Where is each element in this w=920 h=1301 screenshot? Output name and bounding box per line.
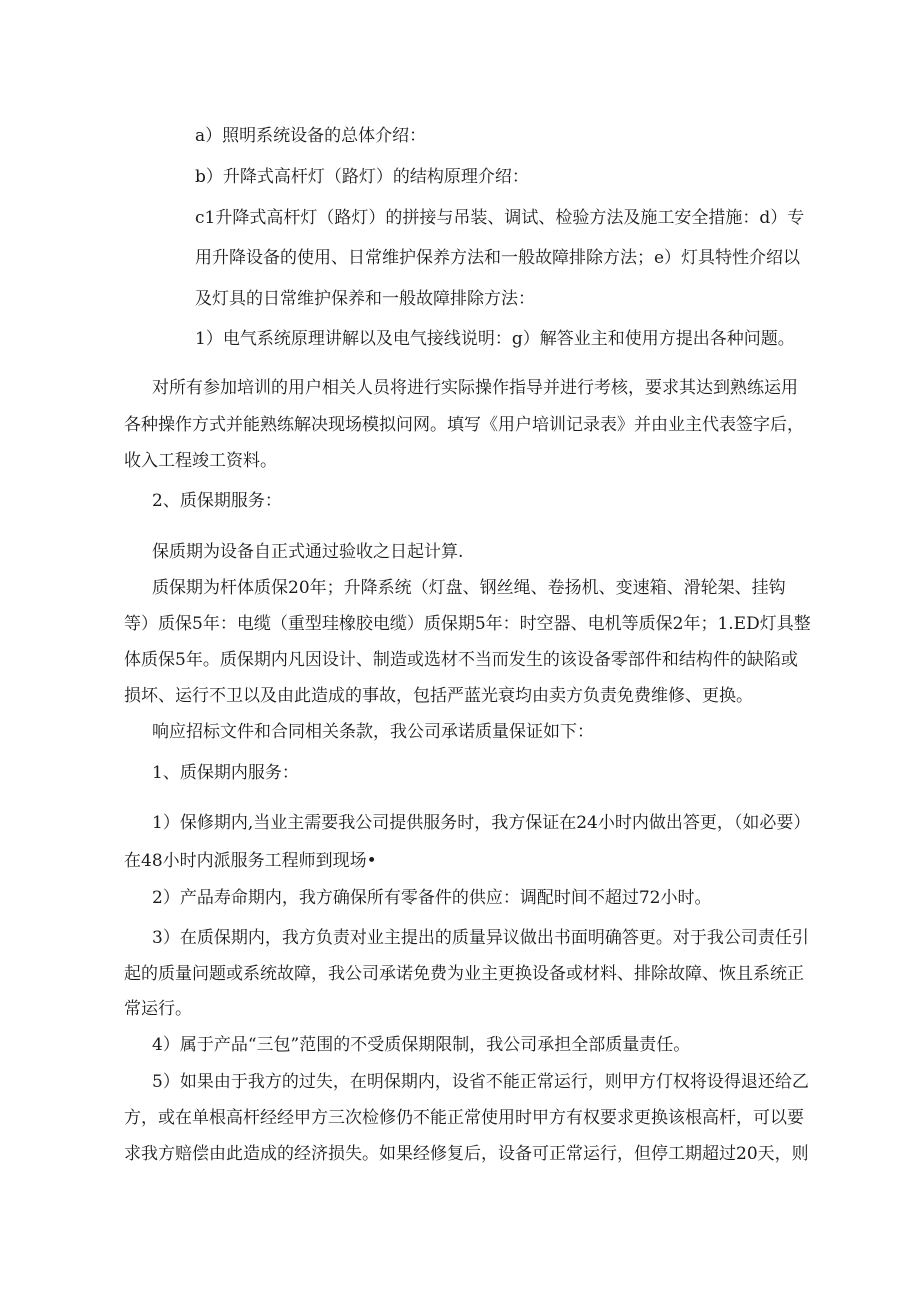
text-line: 各种操作方式并能熟练解决现场模拟问网。填写《用户培训记录表》并由业主代表签字后， <box>124 415 804 435</box>
text-line: 体质保5年。质保期内凡因设计、制造或选材不当而发生的该设备零部件和结构件的缺陷或 <box>124 650 798 670</box>
text-line: 等）质保5年：电缆（重型珪橡胶电缆）质保期5年：时空器、电机等质保2年；1.ED灯具整 <box>124 614 811 634</box>
text-line: 1、质保期内服务： <box>152 763 299 783</box>
text-line: 及灯具的日常维护保养和一般故障排除方法： <box>195 289 535 309</box>
text-line: 用升降设备的使用、日常维护保养方法和一般故障排除方法；e）灯具特性介绍以 <box>195 248 801 268</box>
text-line: 响应招标文件和合同相关条款，我公司承诺质量保证如下： <box>152 722 594 742</box>
text-line: 3）在质保期内，我方负责对业主提出的质量异议做出书面明确答更。对于我公司责任引 <box>152 928 809 948</box>
text-line: 损坏、运行不卫以及由此造成的事故，包括严蓝光衰均由卖方负责免费维修、更换。 <box>124 686 753 706</box>
text-line: 1）保修期内,当业主需要我公司提供服务时，我方保证在24小时内做出答更，（如必要） <box>152 813 811 833</box>
text-line: b）升降式高杆灯（路灯）的结构原理介绍： <box>195 167 529 187</box>
text-line: 2、质保期服务： <box>152 491 282 511</box>
text-line: 对所有参加培训的用户相关人员将进行实际操作指导并进行考核，要求其达到熟练运用 <box>152 378 798 398</box>
text-line: 5）如果由于我方的过失，在明保期内，设省不能正常运行，则甲方仃权将设得退还给乙 <box>152 1072 809 1092</box>
text-line: 1）电气系统原理讲解以及电气接线说明：g）解答业主和使用方提出各种问题。 <box>195 329 795 349</box>
text-line: 2）产品寿命期内，我方确保所有零备件的供应：调配时间不超过72小时。 <box>152 888 712 908</box>
text-line: 常运行。 <box>124 999 192 1019</box>
text-line: a）照明系统设备的总体介绍： <box>195 126 427 146</box>
text-line: 4）属于产品“三包”范围的不受质保期限制，我公司承担全部质量责任。 <box>152 1035 691 1055</box>
text-line: 保质期为设备自正式通过验收之日起计算. <box>152 542 464 562</box>
text-line: 质保期为杆体质保20年；升降系统（灯盘、钢丝绳、卷扬机、变速箱、滑轮架、挂钩 <box>152 578 786 598</box>
text-line: 在48小时内派服务工程师到现场• <box>124 851 377 871</box>
text-line: 收入工程竣工资料。 <box>124 451 277 471</box>
text-line: 方，或在单根高杆经经甲方三次检修仍不能正常使用时甲方有权要求更换该根高杆，可以要 <box>124 1108 804 1128</box>
text-line: 起的质量问题或系统故障，我公司承诺免费为业主更换设备或材料、排除故障、恢且系统正 <box>124 964 804 984</box>
text-line: c1升降式高杆灯（路灯）的拼接与吊装、调试、检验方法及施工安全措施：d）专 <box>195 208 805 228</box>
text-line: 求我方赔偿由此造成的经济损失。如果经修复后，设备可正常运行，但停工期超过20天，则 <box>124 1144 809 1164</box>
